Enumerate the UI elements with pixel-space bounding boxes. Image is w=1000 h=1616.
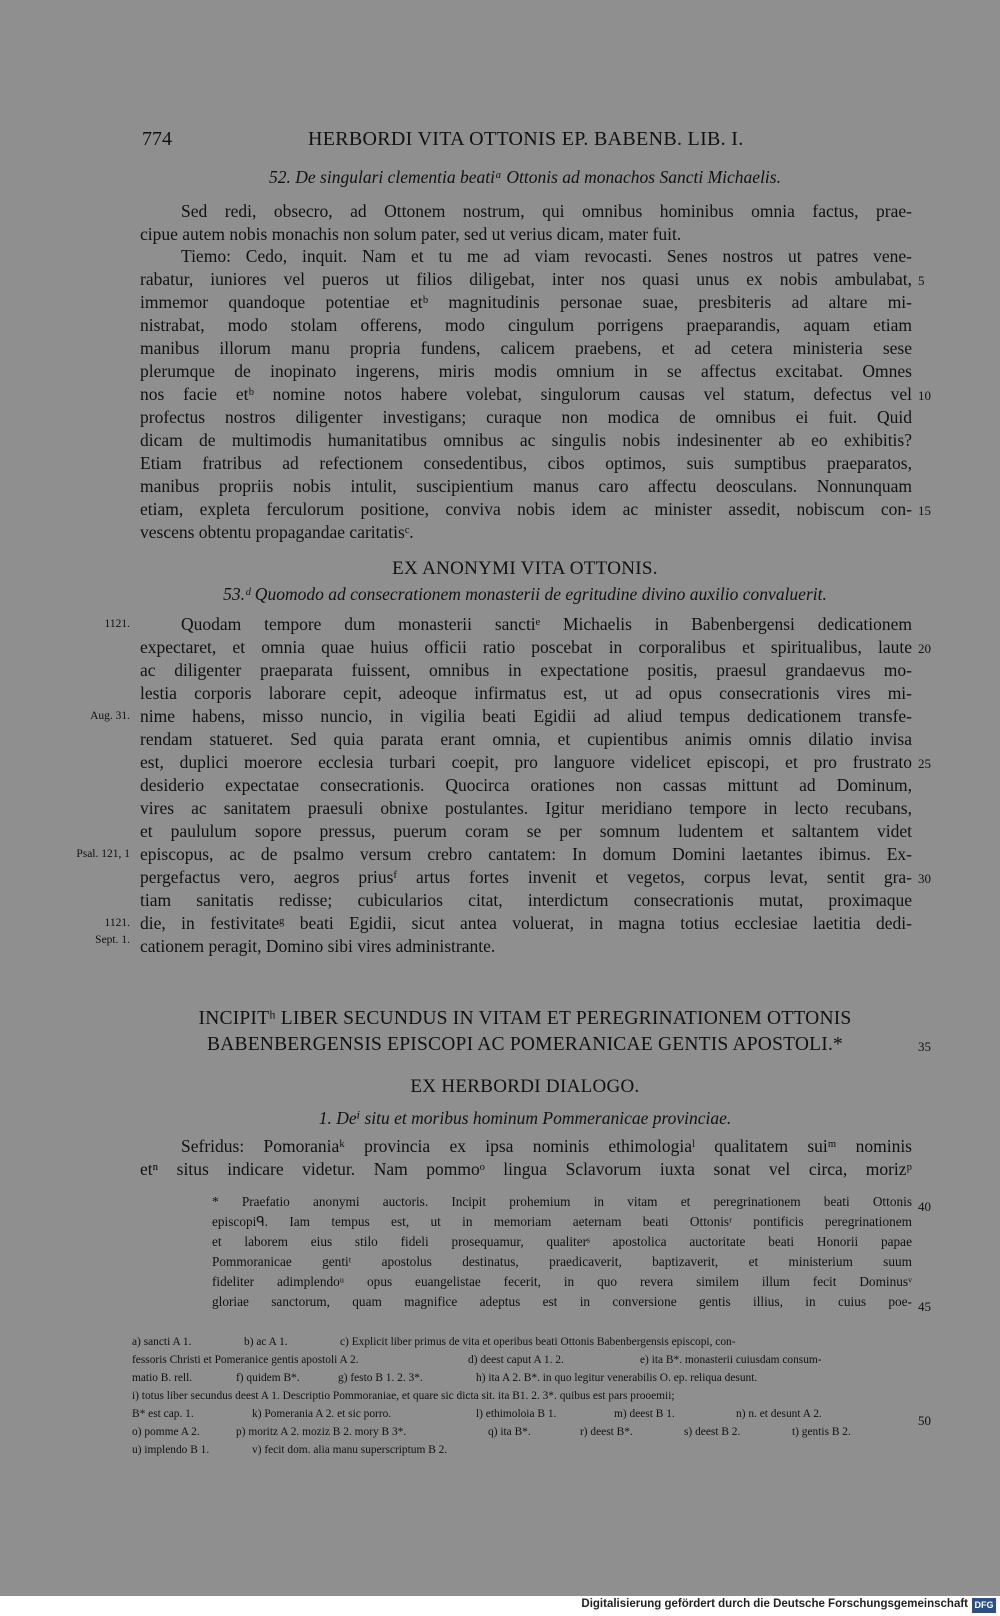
- text-line: cipue autem nobis monachis non solum pater, sed ut verius dicam, mater fuit.: [140, 224, 682, 244]
- running-title: HERBORDI VITA OTTONIS EP. BABENB. LIB. I.: [308, 128, 744, 150]
- text-line: immemor quandoque potentiae etᵇ magnitudinis personae suae, presbiteris ad altare mi-: [140, 292, 912, 312]
- line-number: 25: [918, 756, 931, 771]
- text-line: nistrabat, modo stolam offerens, modo cingulum porrigens praeparandis, aquam etiam: [140, 315, 912, 335]
- margin-note: Psal. 121, 1: [76, 848, 130, 860]
- line-number: 45: [918, 1299, 931, 1314]
- footnote-line: gloriae sanctorum, quam magnifice adeptus est in conversione gentis illius, in cuius poe-: [212, 1294, 912, 1309]
- apparatus-note: h) ita A 2. B*. in quo legitur venerabilis O. ep. reliqua desunt.: [476, 1372, 758, 1384]
- apparatus-note: u) implendo B 1.: [132, 1444, 210, 1456]
- text-line: ac diligenter praeparata fuissent, omnibus in expectatione positis, praesul grandaevus mo-: [140, 660, 912, 680]
- text-line: profectus nostros diligenter investigans; curaque non modica de omnibus ei fuit. Quid: [140, 407, 912, 427]
- line-number: 10: [918, 388, 931, 403]
- text-line: Etiam fratribus ad refectionem consedentibus, cibos optimos, suis sumptibus praeparatos,: [140, 453, 912, 473]
- text-line: etⁿ situs indicare videtur. Nam pommoᵒ lingua Sclavorum iuxta sonat vel circa, morizᵖ: [140, 1159, 912, 1179]
- text-line: rendam statueret. Sed quia parata erant omnia, et cupientibus animis omnis dilatio invisa: [140, 729, 912, 749]
- line-number: 35: [918, 1039, 931, 1054]
- line-number: 50: [918, 1413, 931, 1428]
- line-number: 40: [918, 1199, 931, 1214]
- text-line: Sed redi, obsecro, ad Ottonem nostrum, qui omnibus hominibus omnia factus, prae-: [181, 201, 912, 221]
- apparatus-note: s) deest B 2.: [684, 1426, 741, 1438]
- book-two-title-line2: BABENBERGENSIS EPISCOPI AC POMERANICAE GENTIS APOSTOLI.*: [207, 1034, 843, 1055]
- text-line: vescens obtentu propagandae caritatisᶜ.: [140, 522, 414, 542]
- apparatus-note: matio B. rell.: [132, 1372, 193, 1384]
- margin-note: 1121.: [104, 618, 130, 630]
- footer-bar: [0, 1596, 1000, 1616]
- apparatus-note: c) Explicit liber primus de vita et operibus beati Ottonis Babenbergensis episcopi, con-: [340, 1336, 736, 1348]
- apparatus-note: f) quidem B*.: [236, 1372, 300, 1384]
- apparatus-note: t) gentis B 2.: [792, 1426, 851, 1438]
- line-number: 30: [918, 871, 931, 886]
- text-line: lestia corporis laborare cepit, adeoque infirmatus est, ut ad opus consecrationis vires mi-: [140, 683, 912, 703]
- book-two-title-line1: INCIPITʰ LIBER SECUNDUS IN VITAM ET PEREGRINATIONEM OTTONIS: [198, 1008, 852, 1029]
- text-line: plerumque de inopinato ingerens, miris modis omnium in se affectus excitabat. Omnes: [140, 361, 912, 381]
- apparatus-line: [132, 1354, 908, 1372]
- apparatus-note: g) festo B 1. 2. 3*.: [338, 1372, 423, 1384]
- apparatus-note: q) ita B*.: [488, 1426, 531, 1438]
- text-line: Sefridus: Pomoraniaᵏ provincia ex ipsa nominis ethimologiaˡ qualitatem suiᵐ nominis: [181, 1136, 912, 1156]
- apparatus-line: [132, 1390, 908, 1408]
- margin-note: Aug. 31.: [90, 710, 130, 722]
- apparatus-line: [132, 1372, 908, 1390]
- apparatus-note: l) ethimoloia B 1.: [476, 1408, 557, 1420]
- line-number: 5: [918, 273, 925, 288]
- text-line: cationem peragit, Domino sibi vires administrante.: [140, 936, 496, 956]
- line-number: 20: [918, 641, 931, 656]
- margin-note: 1121.: [104, 917, 130, 929]
- footnote-line: episcopiᑫ. Iam tempus est, ut in memoriam aeternam beati Ottonisʳ pontificis peregrinationem: [212, 1214, 912, 1229]
- apparatus-note: k) Pomerania A 2. et sic porro.: [252, 1408, 392, 1420]
- text-line: manibus propriis nobis intulit, suscipientium manus caro affectu deosculans. Nonnunquam: [140, 476, 912, 496]
- apparatus-note: v) fecit dom. alia manu superscriptum B 2.: [252, 1444, 448, 1456]
- text-line: est, duplici moerore ecclesia turbari coepit, pro languore videlicet episcopi, et pro frustrato: [140, 752, 912, 772]
- text-line: pergefactus vero, aegros priusᶠ artus fortes invenit et vegetos, corpus levat, sentit gra-: [140, 867, 912, 887]
- apparatus-note: d) deest caput A 1. 2.: [468, 1354, 564, 1366]
- text-line: expectaret, et omnia quae huius officii ratio poscebat in corporalibus et spiritualibus, laute: [140, 637, 912, 657]
- apparatus-line: [132, 1426, 908, 1444]
- apparatus-line: [132, 1444, 908, 1462]
- apparatus-note: m) deest B 1.: [614, 1408, 675, 1420]
- apparatus-note: o) pomme A 2.: [132, 1426, 200, 1438]
- herbordi-dialogo-heading: EX HERBORDI DIALOGO.: [410, 1076, 640, 1097]
- text-line: die, in festivitateᵍ beati Egidii, sicut antea voluerat, in magna totius ecclesiae laetitia dedi-: [140, 913, 912, 933]
- chapter-1-heading: 1. Deⁱ situ et moribus hominum Pommeranicae provinciae.: [318, 1108, 732, 1128]
- anonymi-heading: EX ANONYMI VITA OTTONIS.: [392, 558, 658, 579]
- line-number: 15: [918, 503, 931, 518]
- footnote-line: Pommoranicae gentiᵗ apostolus destinatus, praedicaverit, baptizaverit, et ministerium suum: [212, 1254, 912, 1269]
- footnote-line: * Praefatio anonymi auctoris. Incipit prohemium in vitam et peregrinationem beati Ottonis: [212, 1194, 912, 1209]
- chapter-52-heading: 52. De singulari clementia beatiᵃ Ottonis ad monachos Sancti Michaelis.: [269, 167, 781, 187]
- text-line: vires ac sanitatem praesuli obnixe postulantes. Igitur meridiano tempore in lecto recubans,: [140, 798, 912, 818]
- running-header: [140, 128, 910, 154]
- apparatus-note: e) ita B*. monasterii cuiusdam consum-: [640, 1354, 822, 1366]
- apparatus-line: [132, 1336, 908, 1354]
- apparatus-note: a) sancti A 1.: [132, 1336, 192, 1348]
- chapter-53-heading: 53.ᵈ Quomodo ad consecrationem monasterii de egritudine divino auxilio convaluerit.: [223, 584, 827, 604]
- margin-note: Sept. 1.: [95, 934, 130, 946]
- text-line: nos facie etᵇ nomine notos habere volebat, singulorum causas vel statum, defectus vel: [140, 384, 912, 404]
- dfg-logo-icon: DFG: [972, 1598, 996, 1613]
- text-line: manibus illorum manu propria fundens, calicem praebens, et ad cetera ministeria sese: [140, 338, 912, 358]
- apparatus-note: fessoris Christi et Pomeranice gentis apostoli A 2.: [132, 1354, 359, 1366]
- text-line: desiderio expectatae consecrationis. Quocirca orationes non cassas mittunt ad Dominum,: [140, 775, 912, 795]
- funding-credit: Digitalisierung gefördert durch die Deutsche Forschungsgemeinschaft: [581, 1598, 968, 1610]
- apparatus-line: [132, 1408, 908, 1426]
- apparatus-note: r) deest B*.: [580, 1426, 633, 1438]
- apparatus-note: p) moritz A 2. moziz B 2. mory B 3*.: [236, 1426, 407, 1438]
- text-line: nime habens, misso nuncio, in vigilia beati Egidii ad aliud tempus dedicationem transfe-: [140, 706, 912, 726]
- footnote-line: et laborem eius stilo fideli prosequamur, qualiterˢ apostolica auctoritate beati Honorii papae: [212, 1234, 912, 1249]
- text-line: episcopus, ac de psalmo versum crebro cantatem: In domum Domini laetantes ibimus. Ex-: [140, 844, 912, 864]
- apparatus-note: i) totus liber secundus deest A 1. Descriptio Pommoraniae, et quare sic dicta sit. ita B1. 2. 3*. quibus est pars prooemii;: [132, 1390, 675, 1402]
- text-line: tiam sanitatis redisse; cubicularios citat, interdictum consecrationis mutat, proximaque: [140, 890, 912, 910]
- text-line: Quodam tempore dum monasterii sanctiᵉ Michaelis in Babenbergensi dedicationem: [181, 614, 912, 634]
- text-line: dicam de multimodis humanitatibus omnibus ac singulis nobis indesinenter ab eo exhibitis?: [140, 430, 912, 450]
- footnote-line: fideliter adimplendoᵘ opus euangelistae fecerit, in quo revera similem illum fecit Dominusᵛ: [212, 1274, 912, 1289]
- text-line: et paululum sopore pressus, puerum coram se per somnum ludentem et saltantem videt: [140, 821, 912, 841]
- text-line: etiam, expleta ferculorum positione, conviva nobis idem ac minister assedit, nobiscum con-: [140, 499, 912, 519]
- page-number: 774: [142, 128, 172, 150]
- text-line: Tiemo: Cedo, inquit. Nam et tu me ad viam revocasti. Senes nostros ut patres vene-: [181, 246, 912, 266]
- text-line: rabatur, iuniores vel pueros ut filios diligebat, inter nos quasi unus ex nobis ambulabat,: [140, 269, 912, 289]
- apparatus-note: b) ac A 1.: [244, 1336, 288, 1348]
- apparatus-note: n) n. et desunt A 2.: [736, 1408, 822, 1420]
- apparatus-note: B* est cap. 1.: [132, 1408, 194, 1420]
